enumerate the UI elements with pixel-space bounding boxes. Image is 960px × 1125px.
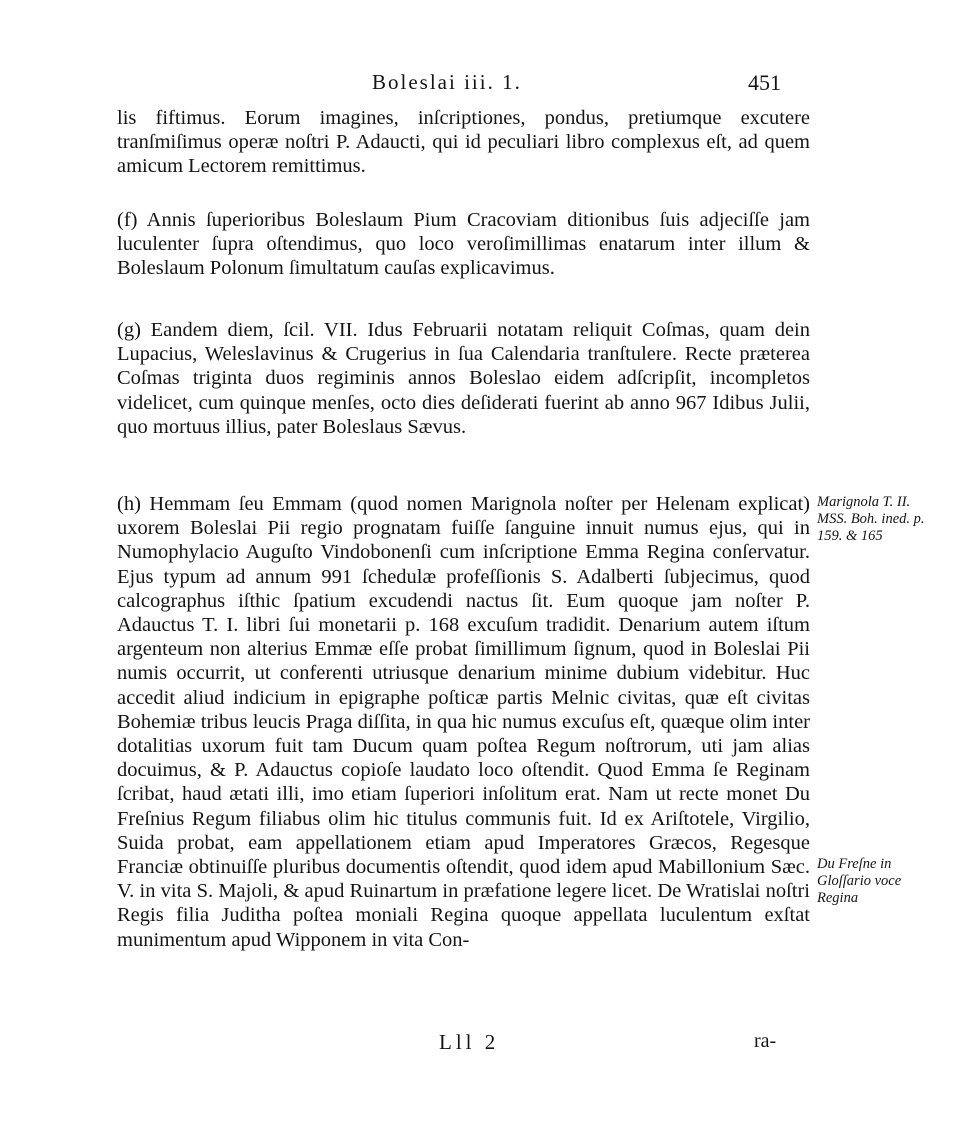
body-paragraph: (g) Eandem diem, ſcil. VII. Idus Februarii notatam reliquit Coſmas, quam dein Lupacius, Weleslavinus & Crugerius in ſua Calendaria tranſtulere. Recte præterea Coſmas triginta duos regiminis annos Boleslao eidem adſcripſit, incompletos videlicet, cum quinque menſes, octo dies deſiderati fuerint ab anno 967 Idibus Julii, quo mortuus illius, pater Boleslaus Sævus.: [117, 319, 810, 438]
footnote-g: [117, 318, 810, 439]
running-head: Boleslai iii. 1.: [372, 70, 522, 94]
catchword: ra-: [754, 1030, 777, 1052]
footnote-h: [117, 492, 810, 952]
margin-note-du-fresne: Du Freſne in Gloſſario voce Regina: [817, 856, 902, 906]
paragraph-continuation: [117, 106, 810, 179]
page-number: 451: [748, 70, 781, 95]
margin-note-marignola: Marignola T. II. MSS. Boh. ined. p. 159. & 165: [817, 494, 925, 544]
footnote-f: [117, 208, 810, 281]
body-paragraph: lis fiftimus. Eorum imagines, inſcriptiones, pondus, pretiumque excutere tranſmiſimus operæ noſtri P. Adaucti, qui id peculiari libro complexus eſt, ad quem amicum Lectorem remittimus.: [117, 107, 810, 178]
body-paragraph: (h) Hemmam ſeu Emmam (quod nomen Marignola noſter per Helenam explicat) uxorem Boleslai Pii regio prognatam fuiſſe ſanguine innuit numus ejus, qui in Numophylacio Auguſto Vindobonenſi cum inſcriptione Emma Regina conſervatur. Ejus typum ad annum 991 ſchedulæ profeſſionis S. Adalberti ſubjecimus, quod calcographus iſthic ſpatium excudendi nactus ſit. Eum quoque jam noſter P. Adauctus T. I. libri ſui monetarii p. 168 excuſum tradidit. Denarium autem iſtum argenteum non alterius Emmæ eſſe probat ſimillimum ſignum, quod in Boleslai Pii numis occurrit, ut conferenti utriusque denarium minime dubium videbitur. Huc accedit aliud indicium in epigraphe poſticæ partis Melnic civitas, quæ eſt civitas Bohemiæ tribus leucis Praga diſſita, in qua hic numus excuſus eſt, quæque olim inter dotalitias uxorum fuit tam Ducum quam poſtea Regum noſtrorum, uti jam alias docuimus, & P. Adauctus copioſe laudato loco oſtendit. Quod Emma ſe Reginam ſcribat, haud ætati illi, imo etiam ſuperiori inſolitum erat. Nam ut recte monet Du Freſnius Regum filiabus olim hic titulus communis fuit. Id ex Ariſtotele, Virgilio, Suida probat, eam appellationem etiam apud Imperatores Græcos, Regesque Franciæ obtinuiſſe pluribus documentis oſtendit, quod idem apud Mabillonium Sæc. V. in vita S. Majoli, & apud Ruinartum in præfatione legere licet. De Wratislai noſtri Regis filia Juditha poſtea moniali Regina quoque appellata luculentum exſtat munimentum apud Wipponem in vita Con-: [117, 493, 810, 951]
signature-mark: Lll 2: [439, 1030, 500, 1054]
body-paragraph: (f) Annis ſuperioribus Boleslaum Pium Cracoviam ditionibus ſuis adjeciſſe jam luculenter ſupra oſtendimus, quo loco veroſimillimas enatarum inter illum & Boleslaum Polonum ſimultatum cauſas explicavimus.: [117, 209, 810, 280]
